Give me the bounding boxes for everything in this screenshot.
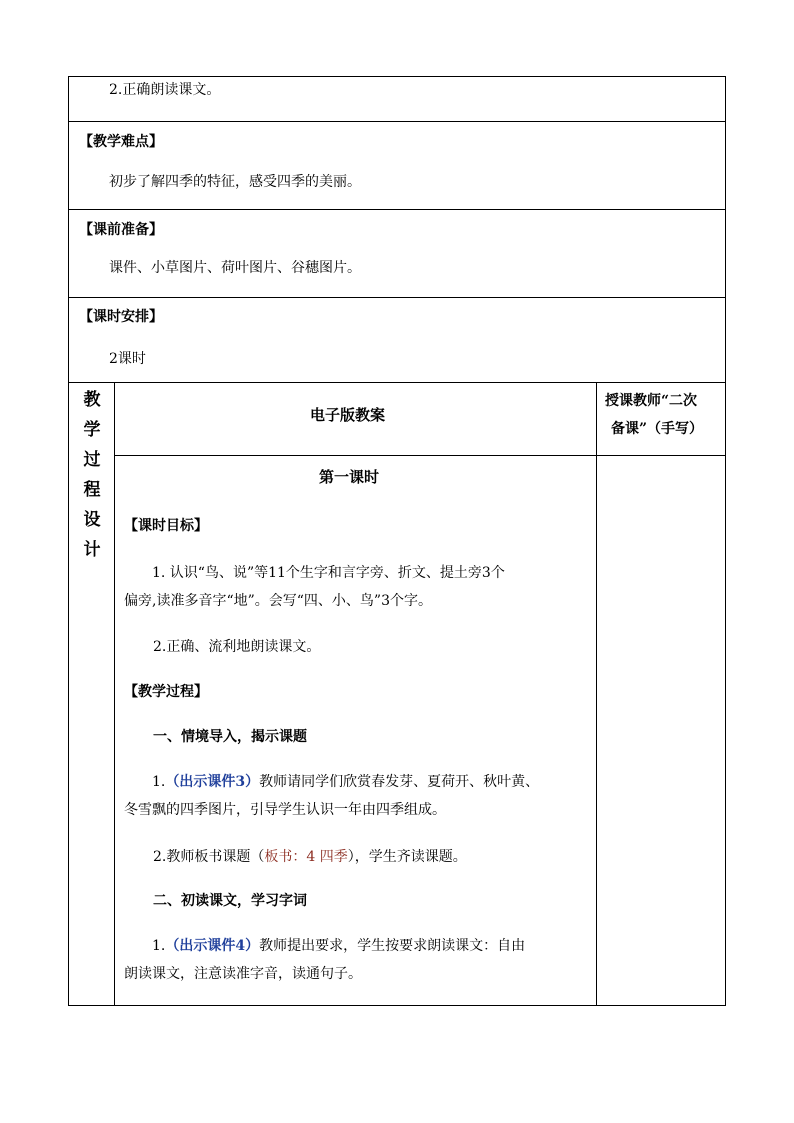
paragraph-1-num: 1. — [152, 774, 166, 790]
courseware-mark-3: （出示课件3） — [165, 774, 260, 790]
paragraph-2-b: ），学生齐读课题。 — [347, 849, 467, 865]
side-char: 教 — [83, 390, 101, 410]
blackboard-mark: 板书：4 四季 — [264, 849, 348, 865]
header-right-line1: 授课教师“二次 — [605, 393, 698, 409]
prep-title: 【课前准备】 — [79, 222, 163, 238]
goal-2-text: 2.正确朗读课文。 — [109, 82, 221, 98]
header-main: 电子版教案 — [310, 406, 386, 424]
section-2-title: 二、初读课文，学习字词 — [153, 893, 307, 909]
paragraph-2-a: 2.教师板书课题（ — [153, 849, 265, 865]
paragraph-3-num: 1. — [152, 938, 166, 954]
paragraph-3 — [124, 932, 525, 988]
difficulty-text: 初步了解四季的特征，感受四季的美丽。 — [109, 174, 361, 190]
objectives-title: 【课时目标】 — [124, 518, 208, 534]
schedule-title: 【课时安排】 — [79, 309, 163, 325]
schedule-row — [69, 298, 725, 383]
schedule-text: 2课时 — [109, 351, 146, 367]
prep-text: 课件、小草图片、荷叶图片、谷穗图片。 — [109, 260, 361, 276]
side-char: 学 — [83, 420, 101, 440]
process-title: 【教学过程】 — [124, 684, 208, 700]
courseware-mark-4: （出示课件4） — [165, 938, 260, 954]
header-divider — [114, 455, 725, 456]
header-right-line2: 备课”（手写） — [611, 421, 704, 437]
paragraph-3-rest: 教师提出要求，学生按要求朗读课文：自由 — [259, 938, 526, 954]
objective-1-line2: 偏旁,读准多音字“地”。会写“四、小、鸟”3个字。 — [124, 593, 432, 609]
objective-2: 2.正确、流利地朗读课文。 — [153, 639, 321, 655]
paragraph-1 — [124, 768, 539, 824]
side-char: 计 — [83, 540, 101, 560]
objective-1 — [124, 559, 505, 615]
lesson-plan-table — [68, 76, 726, 1006]
paragraph-3-line2: 朗读课文，注意读准字音，读通句子。 — [124, 966, 362, 982]
side-char: 过 — [83, 450, 101, 470]
difficulty-row — [69, 122, 725, 210]
paragraph-3-line1 — [124, 932, 525, 960]
lesson-title: 第一课时 — [319, 468, 380, 486]
divider-right — [596, 383, 597, 1005]
objective-1-line1: 1. 认识“鸟、说”等11个生字和言字旁、折文、提土旁3个 — [152, 565, 505, 581]
section-1-title: 一、情境导入，揭示课题 — [153, 729, 307, 745]
side-char: 设 — [83, 510, 101, 530]
difficulty-title: 【教学难点】 — [79, 134, 163, 150]
goal-row — [69, 77, 725, 122]
paragraph-1-line2: 冬雪飘的四季图片，引导学生认识一年由四季组成。 — [124, 802, 446, 818]
paragraph-1-rest: 教师请同学们欣赏春发芽、夏荷开、秋叶黄、 — [259, 774, 540, 790]
side-char: 程 — [83, 480, 101, 500]
paragraph-1-line1 — [124, 768, 539, 796]
prep-row — [69, 210, 725, 298]
paragraph-2 — [153, 847, 467, 867]
divider-left — [114, 383, 115, 1005]
